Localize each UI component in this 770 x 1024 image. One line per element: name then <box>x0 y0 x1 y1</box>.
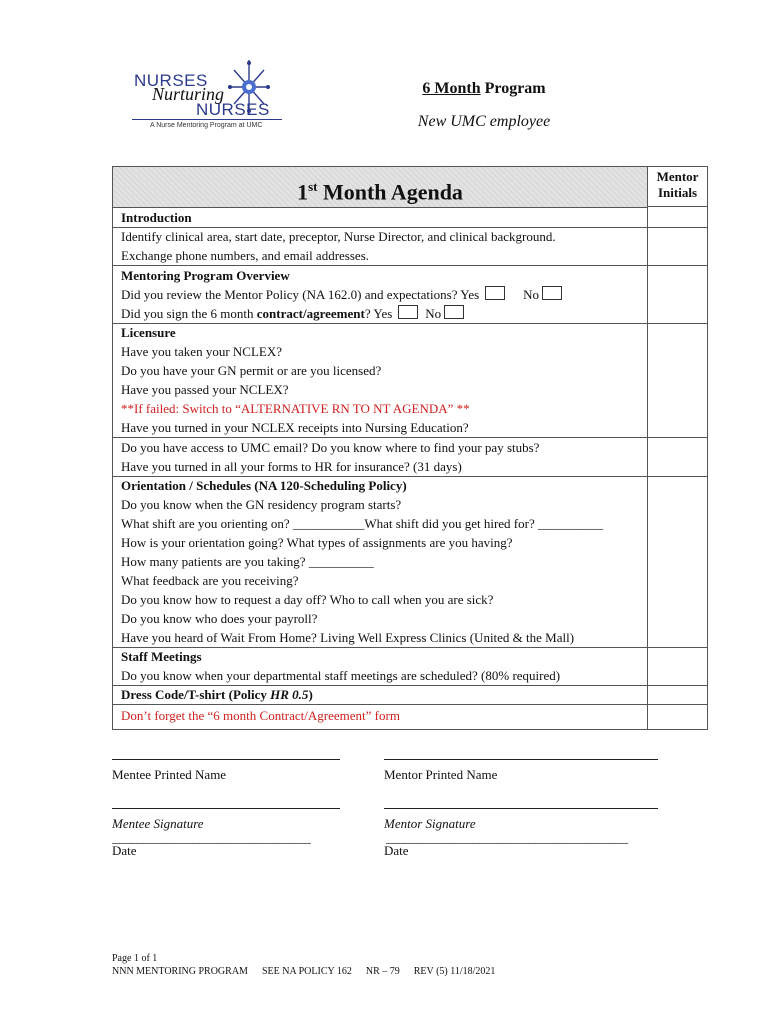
agenda-item: Do you know how to request a day off? Who to call when you are sick? <box>121 592 494 607</box>
agenda-item: Have you turned in all your forms to HR for insurance? (31 days) <box>121 459 462 474</box>
footer-program: NNN MENTORING PROGRAM <box>112 966 248 977</box>
mentee-date-line[interactable]: ________________________________ <box>112 830 311 845</box>
agenda-title-text: Month Agenda <box>317 179 463 205</box>
mentor-name-field[interactable] <box>384 759 658 783</box>
logo-word-nurses: NURSES <box>134 71 208 90</box>
agenda-item: How many patients are you taking? __________ <box>121 554 374 569</box>
agenda-item: Have you taken your NCLEX? <box>121 344 283 359</box>
page-footer <box>112 952 509 978</box>
section-heading-overview: Mentoring Program Overview <box>121 268 290 283</box>
mentee-signature-label: Mentee Signature <box>112 816 204 831</box>
contract-question-start: Did you sign the 6 month <box>121 306 257 321</box>
mentor-name-label: Mentor Printed Name <box>384 767 498 782</box>
mentee-name-label: Mentee Printed Name <box>112 767 227 782</box>
agenda-item: Have you turned in your NCLEX receipts into Nursing Education? <box>121 420 469 435</box>
mentor-date-line[interactable]: _______________________________________ <box>386 830 628 845</box>
agenda-item: How is your orientation going? What types of assignments are you having? <box>121 535 513 550</box>
agenda-item: Do you know when your departmental staff meetings are scheduled? (80% required) <box>121 668 561 683</box>
logo-rule <box>132 119 282 120</box>
agenda-item: Have you passed your NCLEX? <box>121 382 289 397</box>
footer-nr: NR – 79 <box>365 966 400 977</box>
mentor-name-line <box>384 759 658 761</box>
policy-review-yes-checkbox[interactable] <box>485 286 505 300</box>
row-divider <box>113 323 707 324</box>
footer-revision: REV (5) 11/18/2021 <box>413 966 496 977</box>
row-divider <box>113 704 707 705</box>
contract-question-end: ? Yes <box>364 306 393 321</box>
mentor-signature-line <box>384 808 658 810</box>
logo-tagline: A Nurse Mentoring Program at UMC <box>150 122 263 129</box>
agenda-item: What shift are you orienting on? ___________What shift did you get hired for? __________ <box>121 516 603 531</box>
contract-no-label: No <box>425 306 442 321</box>
mentee-signature-field[interactable] <box>112 808 340 832</box>
section-heading-licensure: Licensure <box>121 325 176 340</box>
agenda-item: Do you have access to UMC email? Do you know where to find your pay stubs? <box>121 440 540 455</box>
mentee-name-field[interactable] <box>112 759 340 783</box>
mentee-date-label: Date <box>112 843 137 858</box>
footer-policy: SEE NA POLICY 162 <box>261 966 352 977</box>
agenda-item: Have you heard of Wait From Home? Living Well Express Clinics (United & the Mall) <box>121 630 575 645</box>
contract-no-checkbox[interactable] <box>444 305 464 319</box>
mentor-signature-label: Mentor Signature <box>384 816 476 831</box>
agenda-title <box>113 167 648 208</box>
document-title <box>396 80 572 98</box>
agenda-item: Do you have your GN permit or are you licensed? <box>121 363 382 378</box>
agenda-title-number: 1 <box>297 179 309 205</box>
agenda-item: Do you know when the GN residency program starts? <box>121 497 402 512</box>
agenda-title-suffix: st <box>308 179 318 194</box>
mentee-name-line <box>112 759 340 761</box>
agenda-table <box>112 166 708 730</box>
agenda-item: Exchange phone numbers, and email addresses. <box>121 248 370 263</box>
mentor-date-label: Date <box>384 843 409 858</box>
logo-word-nurses-2: NURSES <box>196 100 270 119</box>
agenda-item: Identify clinical area, start date, preceptor, Nurse Director, and clinical background. <box>121 229 556 244</box>
agenda-item: What feedback are you receiving? <box>121 573 299 588</box>
contract-question-bold: contract/agreement <box>256 306 365 321</box>
mentee-signature-line <box>112 808 340 810</box>
agenda-item-contract <box>121 304 641 323</box>
document-subtitle: New UMC employee <box>417 113 551 130</box>
dress-code-heading-text: Dress Code/T-shirt (Policy <box>121 687 271 702</box>
mentor-header-line2: Initials <box>657 185 697 200</box>
title-underlined: 6 Month <box>422 80 481 97</box>
section-heading-staff-meetings: Staff Meetings <box>121 649 202 664</box>
mentor-initials-header <box>648 167 707 207</box>
agenda-item: Do you know who does your payroll? <box>121 611 318 626</box>
policy-review-no-checkbox[interactable] <box>542 286 562 300</box>
contract-reminder: Don’t forget the “6 month Contract/Agreement” form <box>121 708 400 723</box>
program-logo <box>128 58 288 138</box>
agenda-item-policy-review <box>121 285 641 304</box>
contract-yes-checkbox[interactable] <box>398 305 418 319</box>
column-divider <box>647 207 648 729</box>
dress-code-heading-close: ) <box>308 687 313 702</box>
section-heading-orientation: Orientation / Schedules (NA 120-Scheduling Policy) <box>121 478 407 493</box>
page-number: Page 1 of 1 <box>112 953 158 964</box>
mentor-signature-field[interactable] <box>384 808 658 832</box>
policy-review-no-label: No <box>523 287 540 302</box>
dress-code-policy-number: HR 0.5 <box>270 687 309 702</box>
mentor-header-line1: Mentor <box>656 169 699 184</box>
footer-info <box>112 965 509 978</box>
title-rest: Program <box>480 80 546 97</box>
policy-review-question: Did you review the Mentor Policy (NA 162.0) and expectations? Yes <box>121 287 480 302</box>
logo-word-nurturing: Nurturing <box>152 84 225 104</box>
section-heading-dress-code <box>121 685 641 704</box>
failed-warning: **If failed: Switch to “ALTERNATIVE RN TO NT AGENDA” ** <box>121 401 470 416</box>
section-heading-introduction: Introduction <box>121 210 192 225</box>
